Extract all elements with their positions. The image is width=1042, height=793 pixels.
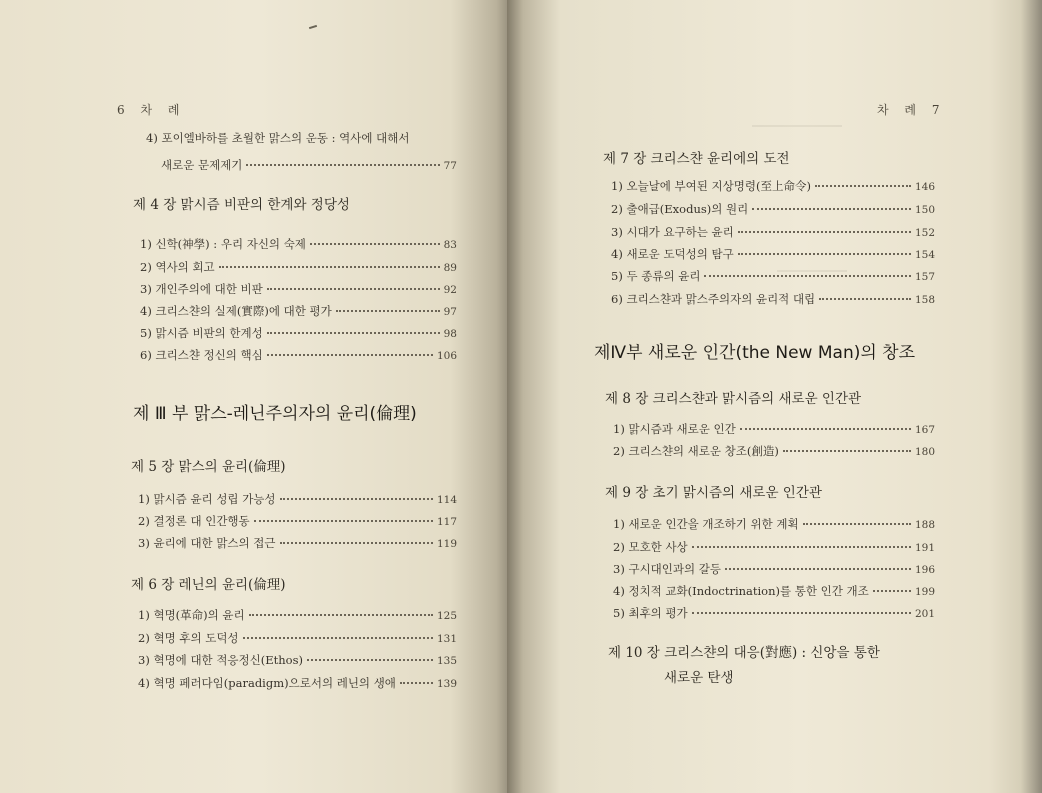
- toc-entry-label: 1) 맑시즘과 새로운 인간: [613, 422, 736, 436]
- toc-entry-page: 180: [914, 446, 935, 458]
- leader-dots: [267, 332, 440, 334]
- toc-entry: [613, 443, 935, 459]
- pencil-mark: [309, 25, 317, 29]
- toc-entry: [611, 246, 935, 262]
- leader-dots: [267, 354, 433, 356]
- leader-dots: [752, 208, 911, 210]
- toc-entry-page: 77: [443, 160, 457, 172]
- leader-dots: [280, 498, 433, 500]
- toc-entry: [140, 325, 457, 341]
- leader-dots: [310, 243, 440, 245]
- toc-entry: [613, 421, 935, 437]
- toc-entry-label: 3) 구시대인과의 갈등: [613, 562, 721, 576]
- toc-entry-label: 5) 두 종류의 윤리: [611, 269, 701, 283]
- chapter-9-title: 제 9 장 초기 맑시즘의 새로운 인간관: [605, 485, 822, 501]
- toc-entry-page: 114: [436, 494, 457, 506]
- toc-entry: [138, 513, 457, 529]
- toc-entry: [611, 201, 935, 217]
- leader-dots: [783, 450, 911, 452]
- leader-dots: [738, 231, 911, 233]
- toc-entry-label: 2) 결정론 대 인간행동: [138, 514, 250, 528]
- toc-entry-label: 5) 최후의 평가: [613, 606, 688, 620]
- leader-dots: [336, 310, 440, 312]
- leader-dots: [243, 637, 433, 639]
- toc-entry-label: 4) 새로운 도덕성의 탐구: [611, 247, 734, 261]
- toc-entry: [611, 224, 935, 240]
- toc-entry: [613, 539, 935, 555]
- chapter-10-title-cont: 새로운 탄생: [664, 670, 734, 686]
- toc-entry-label: 3) 개인주의에 대한 비판: [140, 282, 263, 296]
- toc-entry: [611, 268, 935, 284]
- leader-dots: [280, 542, 433, 544]
- toc-entry-page: 199: [914, 586, 935, 598]
- toc-entry-page: 106: [436, 350, 457, 362]
- chapter-8-title: 제 8 장 크리스챤과 맑시즘의 새로운 인간관: [605, 391, 862, 407]
- toc-entry-page: 92: [443, 284, 457, 296]
- toc-entry-label: 3) 혁명에 대한 적응정신(Ethos): [138, 653, 303, 667]
- leader-dots: [815, 185, 911, 187]
- toc-entry-page: 89: [443, 262, 457, 274]
- toc-entry-label: 2) 크리스챤의 새로운 창조(創造): [613, 444, 779, 458]
- leader-dots: [307, 659, 433, 661]
- toc-entry-page: 150: [914, 204, 935, 216]
- toc-entry: [138, 491, 457, 507]
- left-page: [0, 0, 512, 793]
- right-running-head: 차 례 7: [877, 103, 946, 117]
- toc-entry-page: 196: [914, 564, 935, 576]
- toc-entry-label: 3) 윤리에 대한 맑스의 접근: [138, 536, 276, 550]
- toc-entry-page: 135: [436, 655, 457, 667]
- toc-entry-page: 119: [436, 538, 457, 550]
- toc-entry: [138, 607, 457, 623]
- toc-entry: [138, 535, 457, 551]
- chapter-4-title: 제 4 장 맑시즘 비판의 한계와 정당성: [133, 197, 350, 213]
- leader-dots: [692, 612, 911, 614]
- toc-entry-page: 139: [436, 678, 457, 690]
- toc-entry: [611, 178, 935, 194]
- toc-entry-label: 6) 크리스챤 정신의 핵심: [140, 348, 263, 362]
- leader-dots: [819, 298, 911, 300]
- toc-entry: [138, 652, 457, 668]
- toc-entry: [140, 347, 457, 363]
- toc-entry: [161, 157, 457, 173]
- leader-dots: [692, 546, 911, 548]
- toc-entry: [138, 675, 457, 691]
- toc-entry: [140, 236, 457, 252]
- toc-entry-page: 154: [914, 249, 935, 261]
- toc-entry-page: 146: [914, 181, 935, 193]
- toc-entry-page: 188: [914, 519, 935, 531]
- toc-entry-label: 2) 모호한 사상: [613, 540, 688, 554]
- toc-entry-label: 1) 혁명(革命)의 윤리: [138, 608, 245, 622]
- toc-entry-label: 1) 새로운 인간을 개조하기 위한 계획: [613, 517, 799, 531]
- toc-entry: [613, 561, 935, 577]
- toc-entry: [613, 605, 935, 621]
- toc-entry-label: 2) 출애급(Exodus)의 원리: [611, 202, 749, 216]
- toc-entry-label: 4) 혁명 페러다임(paradigm)으로서의 레닌의 생애: [138, 676, 396, 690]
- toc-entry-label: 1) 맑시즘 윤리 성립 가능성: [138, 492, 276, 506]
- toc-entry: [140, 259, 457, 275]
- toc-entry-page: 83: [443, 239, 457, 251]
- leader-dots: [249, 614, 433, 616]
- toc-entry-label: 4) 크리스챤의 실제(實際)에 대한 평가: [140, 304, 332, 318]
- left-running-head: 6 차 례: [117, 103, 186, 117]
- toc-entry-page: 97: [443, 306, 457, 318]
- toc-entry-page: 117: [436, 516, 457, 528]
- toc-entry-page: 131: [436, 633, 457, 645]
- chapter-7-title: 제 7 장 크리스챤 윤리에의 도전: [603, 151, 790, 167]
- chapter-10-title: 제 10 장 크리스챤의 대응(對應) : 신앙을 통한: [608, 645, 880, 661]
- toc-entry-label: 4) 정치적 교화(Indoctrination)를 통한 인간 개조: [613, 584, 869, 598]
- toc-entry-label: 5) 맑시즘 비판의 한계성: [140, 326, 263, 340]
- toc-entry-page: 191: [914, 542, 935, 554]
- toc-entry: [140, 281, 457, 297]
- toc-entry-label: 1) 오늘날에 부여된 지상명령(至上命令): [611, 179, 811, 193]
- toc-entry-label: 새로운 문제제기: [161, 158, 243, 172]
- leader-dots: [738, 253, 911, 255]
- toc-entry-label: 6) 크리스챤과 맑스주의자의 윤리적 대립: [611, 292, 816, 306]
- toc-entry-label: 1) 신학(神學) : 우리 자신의 숙제: [140, 237, 306, 251]
- toc-entry-page: 157: [914, 271, 935, 283]
- leader-dots: [803, 523, 911, 525]
- toc-entry: [611, 291, 935, 307]
- leader-dots: [246, 164, 439, 166]
- leader-dots: [740, 428, 911, 430]
- toc-entry: [138, 630, 457, 646]
- toc-entry: [613, 583, 935, 599]
- chapter-5-title: 제 5 장 맑스의 윤리(倫理): [131, 459, 286, 475]
- right-page: [507, 0, 1042, 793]
- leader-dots: [873, 590, 911, 592]
- leader-dots: [725, 568, 911, 570]
- show-through: [752, 125, 842, 127]
- toc-entry-label: 2) 혁명 후의 도덕성: [138, 631, 239, 645]
- toc-entry: [140, 303, 457, 319]
- toc-entry-page: 201: [914, 608, 935, 620]
- toc-entry-label: 2) 역사의 회고: [140, 260, 215, 274]
- leader-dots: [219, 266, 440, 268]
- toc-entry-page: 152: [914, 227, 935, 239]
- part-4-title: 제Ⅳ부 새로운 인간(the New Man)의 창조: [594, 343, 916, 363]
- toc-entry-page: 167: [914, 424, 935, 436]
- leader-dots: [254, 520, 433, 522]
- toc-entry-page: 158: [914, 294, 935, 306]
- leader-dots: [704, 275, 911, 277]
- leader-dots: [267, 288, 440, 290]
- toc-entry: [613, 516, 935, 532]
- toc-entry-page: 98: [443, 328, 457, 340]
- leader-dots: [400, 682, 433, 684]
- chapter-6-title: 제 6 장 레닌의 윤리(倫理): [131, 577, 286, 593]
- toc-entry-label: 3) 시대가 요구하는 윤리: [611, 225, 734, 239]
- toc-entry-page: 125: [436, 610, 457, 622]
- part-3-title: 제 Ⅲ 부 맑스-레닌주의자의 윤리(倫理): [133, 404, 417, 424]
- section4-cont-line1: 4) 포이엘바하를 초월한 맑스의 운동 : 역사에 대해서: [146, 131, 410, 145]
